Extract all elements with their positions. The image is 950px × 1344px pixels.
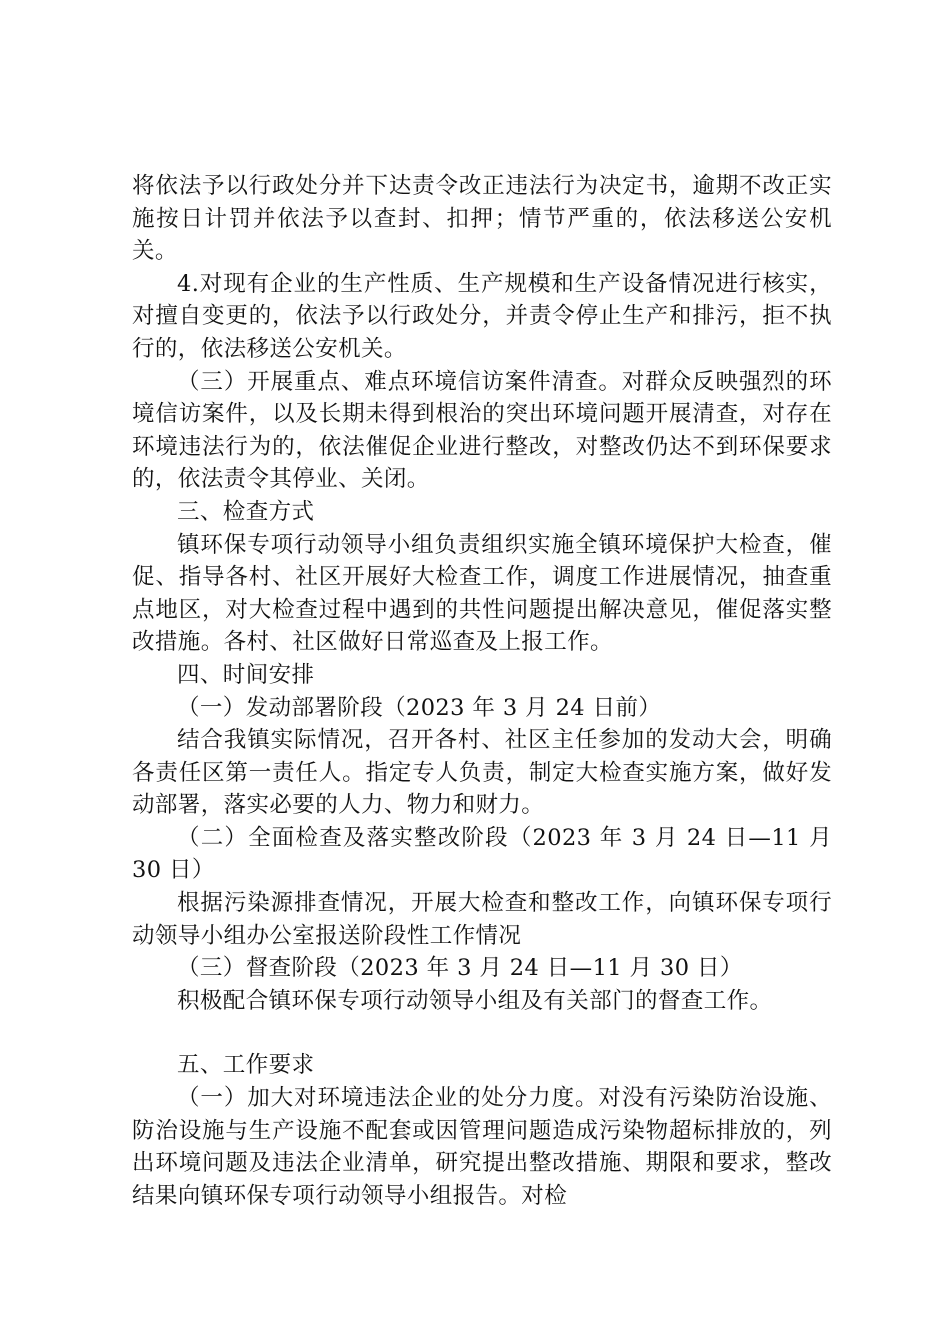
- paragraph-penalty-continuation: 将依法予以行政处分并下达责令改正违法行为决定书，逾期不改正实施按日计罚并依法予以查封、扣押；情节严重的，依法移送公安机关。: [132, 173, 832, 265]
- heading-schedule: 四、时间安排: [177, 661, 315, 688]
- heading-phase-3: （三）督查阶段（2023 年 3 月 24 日—11 月 30 日）: [177, 955, 743, 982]
- paragraph-item-4: 4.对现有企业的生产性质、生产规模和生产设备情况进行核实，对擅自变更的，依法予以行政处分，并责令停止生产和排污，拒不执行的，依法移送公安机关。: [132, 270, 832, 362]
- paragraph-requirement-1: （一）加大对环境违法企业的处分力度。对没有污染防治设施、防治设施与生产设施不配套或因管理问题造成污染物超标排放的，列出环境问题及违法企业清单，研究提出整改措施、期限和要求，整改结果向镇环保专项行动领导小组报告。对检: [132, 1085, 832, 1209]
- paragraph-inspection-method: 镇环保专项行动领导小组负责组织实施全镇环境保护大检查，催促、指导各村、社区开展好大检查工作，调度工作进展情况，抽查重点地区，对大检查过程中遇到的共性问题提出解决意见，催促落实整改措施。各村、社区做好日常巡查及上报工作。: [132, 531, 832, 656]
- heading-inspection-method: 三、检查方式: [177, 498, 315, 525]
- paragraph-section-3-petition: （三）开展重点、难点环境信访案件清查。对群众反映强烈的环境信访案件，以及长期未得到根治的突出环境问题开展清查，对存在环境违法行为的，依法催促企业进行整改，对整改仍达不到环保要求的，依法责令其停业、关闭。: [132, 368, 832, 493]
- heading-phase-2: （二）全面检查及落实整改阶段（2023 年 3 月 24 日—11 月 30 日）: [132, 824, 832, 884]
- paragraph-phase-3: 积极配合镇环保专项行动领导小组及有关部门的督查工作。: [177, 987, 773, 1014]
- heading-phase-1: （一）发动部署阶段（2023 年 3 月 24 日前）: [177, 694, 662, 721]
- heading-work-requirements: 五、工作要求: [177, 1052, 315, 1079]
- paragraph-phase-1: 结合我镇实际情况，召开各村、社区主任参加的发动大会，明确各责任区第一责任人。指定专人负责，制定大检查实施方案，做好发动部署，落实必要的人力、物力和财力。: [132, 727, 832, 819]
- paragraph-phase-2: 根据污染源排查情况，开展大检查和整改工作，向镇环保专项行动领导小组办公室报送阶段性工作情况: [132, 890, 832, 949]
- document-body: [132, 170, 832, 1212]
